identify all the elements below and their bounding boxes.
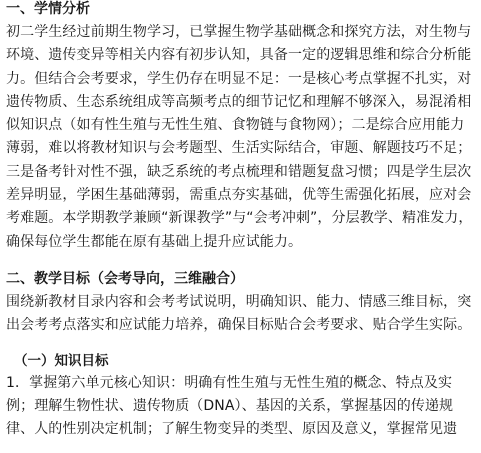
knowledge-goal-item-1: 1．掌握第六单元核心知识：明确有性生殖与无性生殖的概念、特点及实例；理解生物性状、遗传物质（DNA）、基因的关系，掌握基因的传递规律、人的性别决定机制；了解生物变异的类型、原因及意义，掌握常见遗 (6, 374, 458, 438)
section-heading-teaching-goals: 二、教学目标（会考导向，三维融合） (6, 270, 244, 287)
teaching-goals-paragraph: 围绕新教材目录内容和会考考试说明，明确知识、能力、情感三维目标，突出会考考点落实和应试能力培养，确保目标贴合会考要求、贴合学生实际。 (6, 293, 472, 334)
section-heading-learning-analysis: 一、学情分析 (6, 1, 90, 17)
learning-analysis-paragraph: 初二学生经过前期生物学习，已掌握生物学基础概念和探究方法，对生物与环境、遗传变异等相关内容有初步认知，具备一定的逻辑思维和综合分析能力。但结合会考要求，学生仍存在明显不足：一是核心考点掌握不扎实，对遗传物质、生态系统组成等高频考点的细节记忆和理解不够深入，易混淆相似知识点（如有性生殖与无性生殖、食物链与食物网）；二是综合应用能力薄弱，难以将教材知识与会考题型、生活实际结合，审题、解题技巧不足；三是备考针对性不强，缺乏系统的考点梳理和错题复盘习惯；四是学生层次差异明显，学困生基础薄弱，需重点夯实基础，优等生需强化拓展，应对会考难题。本学期教学兼顾“新课教学”与“会考冲刺”，分层教学、精准发力，确保每位学生都能在原有基础上提升应试能力。 (6, 24, 473, 250)
subheading-knowledge-goals: （一）知识目标 (14, 352, 109, 369)
